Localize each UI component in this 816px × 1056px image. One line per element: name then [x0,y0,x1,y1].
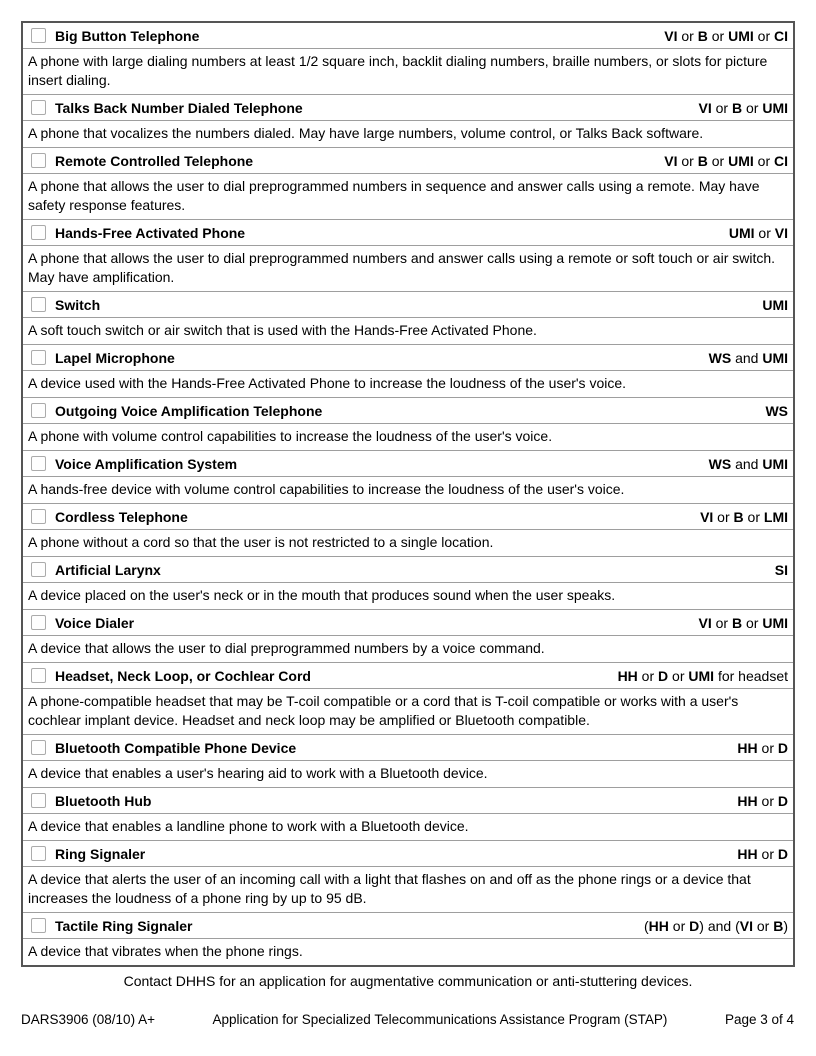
device-name: Voice Amplification System [55,455,238,472]
device-name: Tactile Ring Signaler [55,917,193,934]
device-row [23,840,793,912]
contact-note: Contact DHHS for an application for augmentative communication or anti-stuttering devices. [123,973,693,989]
device-name: Headset, Neck Loop, or Cochlear Cord [55,667,311,684]
device-checkbox[interactable] [31,740,46,755]
device-checkbox[interactable] [31,403,46,418]
device-header-row [23,735,793,760]
device-description: A soft touch switch or air switch that is used with the Hands-Free Activated Phone. [23,317,793,344]
device-header-row [23,398,793,423]
device-row [23,503,793,556]
device-checkbox[interactable] [31,350,46,365]
device-description: A device that enables a user's hearing aid to work with a Bluetooth device. [23,760,793,787]
device-header-row [23,913,793,938]
form-title: Application for Specialized Telecommunications Assistance Program (STAP) [212,1012,668,1027]
device-eligibility-codes: WS and UMI [708,455,788,472]
device-description: A device that vibrates when the phone rings. [23,938,793,965]
device-eligibility-codes: HH or D [737,845,788,862]
device-header-row [23,841,793,866]
device-eligibility-codes: UMI [762,296,788,313]
device-header-row [23,451,793,476]
device-description: A device that alerts the user of an incoming call with a light that flashes on and off as the phone rings or a device that increases the loudness of a phone ring by up to 95 dB. [23,866,793,912]
device-description: A phone that allows the user to dial preprogrammed numbers and answer calls using a remote or soft touch or air switch. May have amplification. [23,245,793,291]
device-row [23,219,793,291]
device-header-row [23,610,793,635]
device-description: A device that enables a landline phone to work with a Bluetooth device. [23,813,793,840]
device-description: A hands-free device with volume control capabilities to increase the loudness of the user's voice. [23,476,793,503]
device-eligibility-codes: WS and UMI [708,349,788,366]
device-description: A device placed on the user's neck or in the mouth that produces sound when the user speaks. [23,582,793,609]
device-eligibility-codes: HH or D or UMI for headset [617,667,788,684]
device-checkbox[interactable] [31,28,46,43]
device-name: Big Button Telephone [55,27,200,44]
device-eligibility-codes: VI or B or UMI or CI [664,152,788,169]
device-description: A phone with volume control capabilities to increase the loudness of the user's voice. [23,423,793,450]
device-checkbox[interactable] [31,793,46,808]
device-name: Lapel Microphone [55,349,175,366]
device-name: Hands-Free Activated Phone [55,224,246,241]
device-checkbox[interactable] [31,225,46,240]
form-number: DARS3906 (08/10) A+ [21,1012,155,1027]
device-name: Outgoing Voice Amplification Telephone [55,402,323,419]
device-name: Switch [55,296,101,313]
device-description: A phone-compatible headset that may be T-coil compatible or a cord that is T-coil compatible or works with a user's cochlear implant device. Headset and neck loop may be amplified or Bluetooth compatible. [23,688,793,734]
device-row [23,344,793,397]
device-header-row [23,345,793,370]
device-name: Voice Dialer [55,614,135,631]
device-checkbox[interactable] [31,456,46,471]
device-header-row [23,788,793,813]
device-row [23,609,793,662]
device-description: A phone without a cord so that the user is not restricted to a single location. [23,529,793,556]
device-header-row [23,292,793,317]
device-row [23,556,793,609]
page-footer [21,1012,794,1027]
device-name: Cordless Telephone [55,508,188,525]
device-row [23,291,793,344]
device-description: A device used with the Hands-Free Activated Phone to increase the loudness of the user's voice. [23,370,793,397]
device-header-row [23,663,793,688]
device-eligibility-codes: HH or D [737,792,788,809]
device-checkbox[interactable] [31,153,46,168]
device-description: A phone that allows the user to dial preprogrammed numbers in sequence and answer calls using a remote. May have safety response features. [23,173,793,219]
device-eligibility-codes: VI or B or LMI [700,508,788,525]
device-row [23,94,793,147]
device-header-row [23,148,793,173]
device-eligibility-codes: WS [765,402,788,419]
device-checkbox[interactable] [31,918,46,933]
page-indicator: Page 3 of 4 [724,1012,794,1027]
device-header-row [23,504,793,529]
device-name: Talks Back Number Dialed Telephone [55,99,303,116]
device-eligibility-codes: VI or B or UMI [698,99,788,116]
device-header-row [23,557,793,582]
device-eligibility-codes: VI or B or UMI or CI [664,27,788,44]
device-eligibility-codes: HH or D [737,739,788,756]
device-row [23,662,793,734]
device-checkbox[interactable] [31,615,46,630]
device-description: A phone that vocalizes the numbers dialed. May have large numbers, volume control, or Talks Back software. [23,120,793,147]
device-checkbox[interactable] [31,668,46,683]
device-name: Bluetooth Hub [55,792,152,809]
device-row [23,397,793,450]
device-checkbox[interactable] [31,562,46,577]
device-eligibility-codes: (HH or D) and (VI or B) [644,917,788,934]
device-name: Remote Controlled Telephone [55,152,254,169]
device-row [23,450,793,503]
device-header-row [23,95,793,120]
device-header-row [23,220,793,245]
device-checkbox[interactable] [31,509,46,524]
device-name: Artificial Larynx [55,561,161,578]
device-checkbox[interactable] [31,100,46,115]
device-name: Ring Signaler [55,845,146,862]
device-table [21,21,795,967]
device-eligibility-codes: SI [774,561,788,578]
device-row [23,912,793,965]
device-header-row [23,23,793,48]
device-name: Bluetooth Compatible Phone Device [55,739,297,756]
device-checkbox[interactable] [31,846,46,861]
device-eligibility-codes: UMI or VI [728,224,788,241]
device-checkbox[interactable] [31,297,46,312]
device-eligibility-codes: VI or B or UMI [698,614,788,631]
device-row [23,147,793,219]
device-row [23,23,793,94]
device-description: A device that allows the user to dial preprogrammed numbers by a voice command. [23,635,793,662]
device-description: A phone with large dialing numbers at least 1/2 square inch, backlit dialing numbers, braille numbers, or slots for picture insert dialing. [23,48,793,94]
device-row [23,734,793,787]
device-row [23,787,793,840]
